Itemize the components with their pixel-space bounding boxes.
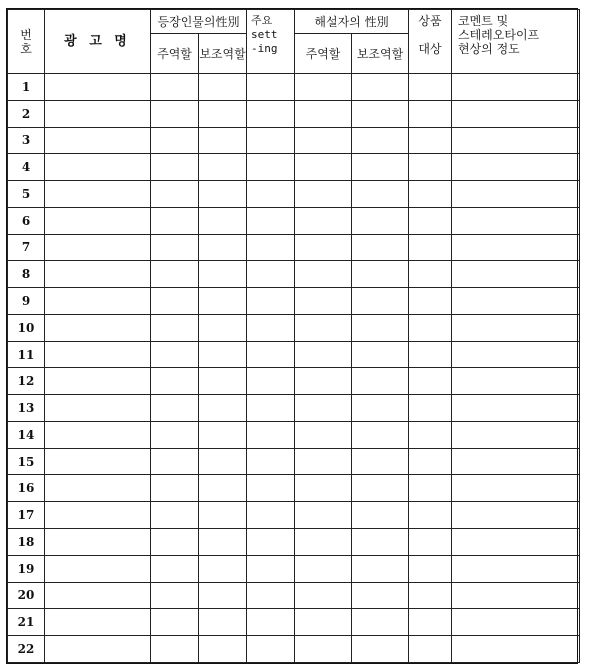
empty-cell[interactable]: [199, 207, 247, 234]
empty-cell[interactable]: [45, 421, 151, 448]
empty-cell[interactable]: [452, 421, 580, 448]
empty-cell[interactable]: [151, 181, 199, 208]
empty-cell[interactable]: [295, 74, 352, 101]
empty-cell[interactable]: [199, 582, 247, 609]
row-number: 10: [8, 314, 45, 341]
empty-cell[interactable]: [352, 181, 409, 208]
empty-cell[interactable]: [45, 582, 151, 609]
empty-cell[interactable]: [199, 529, 247, 556]
empty-cell[interactable]: [409, 555, 452, 582]
empty-cell[interactable]: [409, 609, 452, 636]
empty-cell[interactable]: [452, 448, 580, 475]
empty-cell[interactable]: [452, 288, 580, 315]
empty-cell[interactable]: [45, 261, 151, 288]
empty-cell[interactable]: [295, 288, 352, 315]
empty-cell[interactable]: [409, 74, 452, 101]
empty-cell[interactable]: [409, 100, 452, 127]
empty-cell[interactable]: [352, 314, 409, 341]
header-narrator-main-role: 주역할: [295, 34, 352, 74]
row-number: 21: [8, 609, 45, 636]
empty-cell[interactable]: [45, 100, 151, 127]
empty-cell[interactable]: [452, 181, 580, 208]
empty-cell[interactable]: [409, 502, 452, 529]
header-comment-stereotype: 코멘트 및 스테레오타이프 현상의 정도: [452, 10, 580, 74]
table-row: [8, 502, 580, 529]
empty-cell[interactable]: [151, 529, 199, 556]
empty-cell[interactable]: [452, 475, 580, 502]
empty-cell[interactable]: [151, 421, 199, 448]
empty-cell[interactable]: [199, 421, 247, 448]
empty-cell[interactable]: [452, 502, 580, 529]
empty-cell[interactable]: [247, 74, 295, 101]
table-row: [8, 448, 580, 475]
table-row: [8, 127, 580, 154]
empty-cell[interactable]: [151, 314, 199, 341]
empty-cell[interactable]: [295, 582, 352, 609]
empty-cell[interactable]: [247, 448, 295, 475]
empty-cell[interactable]: [452, 636, 580, 663]
empty-cell[interactable]: [352, 288, 409, 315]
table-row: [8, 529, 580, 556]
empty-cell[interactable]: [45, 448, 151, 475]
row-number: 11: [8, 341, 45, 368]
empty-cell[interactable]: [151, 154, 199, 181]
empty-cell[interactable]: [199, 74, 247, 101]
empty-cell[interactable]: [151, 234, 199, 261]
empty-cell[interactable]: [295, 448, 352, 475]
empty-cell[interactable]: [452, 368, 580, 395]
empty-cell[interactable]: [151, 207, 199, 234]
empty-cell[interactable]: [247, 582, 295, 609]
empty-cell[interactable]: [295, 261, 352, 288]
row-number: 22: [8, 636, 45, 663]
empty-cell[interactable]: [45, 74, 151, 101]
empty-cell[interactable]: [247, 502, 295, 529]
empty-cell[interactable]: [45, 181, 151, 208]
empty-cell[interactable]: [409, 154, 452, 181]
empty-cell[interactable]: [151, 341, 199, 368]
empty-cell[interactable]: [352, 475, 409, 502]
row-number: 9: [8, 288, 45, 315]
empty-cell[interactable]: [352, 448, 409, 475]
empty-cell[interactable]: [352, 74, 409, 101]
empty-cell[interactable]: [352, 636, 409, 663]
empty-cell[interactable]: [45, 475, 151, 502]
empty-cell[interactable]: [295, 368, 352, 395]
empty-cell[interactable]: [409, 475, 452, 502]
table-row: [8, 288, 580, 315]
empty-cell[interactable]: [199, 314, 247, 341]
empty-cell[interactable]: [247, 100, 295, 127]
empty-cell[interactable]: [199, 288, 247, 315]
table-row: [8, 261, 580, 288]
table-row: [8, 207, 580, 234]
empty-cell[interactable]: [151, 582, 199, 609]
empty-cell[interactable]: [45, 368, 151, 395]
row-number: 5: [8, 181, 45, 208]
header-narrator-gender: 해설자의 性別: [295, 10, 409, 34]
header-character-supporting-role: 보조역할: [199, 34, 247, 74]
empty-cell[interactable]: [45, 314, 151, 341]
empty-cell[interactable]: [452, 529, 580, 556]
empty-cell[interactable]: [409, 368, 452, 395]
empty-cell[interactable]: [151, 609, 199, 636]
empty-cell[interactable]: [295, 181, 352, 208]
empty-cell[interactable]: [452, 609, 580, 636]
empty-cell[interactable]: [45, 154, 151, 181]
header-product-target: 상품 대상: [409, 10, 452, 74]
empty-cell[interactable]: [199, 181, 247, 208]
empty-cell[interactable]: [409, 181, 452, 208]
empty-cell[interactable]: [452, 234, 580, 261]
empty-cell[interactable]: [45, 341, 151, 368]
empty-cell[interactable]: [295, 502, 352, 529]
header-character-main-role: 주역할: [151, 34, 199, 74]
row-number: 1: [8, 74, 45, 101]
empty-cell[interactable]: [247, 636, 295, 663]
empty-cell[interactable]: [199, 127, 247, 154]
empty-cell[interactable]: [352, 609, 409, 636]
empty-cell[interactable]: [247, 395, 295, 422]
table-row: [8, 421, 580, 448]
empty-cell[interactable]: [45, 234, 151, 261]
row-number: 4: [8, 154, 45, 181]
empty-cell[interactable]: [199, 341, 247, 368]
empty-cell[interactable]: [247, 207, 295, 234]
empty-cell[interactable]: [352, 341, 409, 368]
empty-cell[interactable]: [452, 74, 580, 101]
empty-cell[interactable]: [295, 207, 352, 234]
empty-cell[interactable]: [409, 636, 452, 663]
table-row: [8, 314, 580, 341]
empty-cell[interactable]: [199, 261, 247, 288]
empty-cell[interactable]: [352, 502, 409, 529]
header-ad-name: 광 고 명: [45, 10, 151, 74]
empty-cell[interactable]: [199, 636, 247, 663]
empty-cell[interactable]: [247, 529, 295, 556]
empty-cell[interactable]: [352, 555, 409, 582]
empty-cell[interactable]: [352, 127, 409, 154]
empty-cell[interactable]: [45, 636, 151, 663]
empty-cell[interactable]: [295, 555, 352, 582]
row-number: 12: [8, 368, 45, 395]
empty-cell[interactable]: [352, 154, 409, 181]
empty-cell[interactable]: [199, 234, 247, 261]
empty-cell[interactable]: [45, 502, 151, 529]
row-number: 20: [8, 582, 45, 609]
coding-table: [7, 9, 580, 663]
empty-cell[interactable]: [352, 421, 409, 448]
empty-cell[interactable]: [151, 127, 199, 154]
empty-cell[interactable]: [199, 609, 247, 636]
empty-cell[interactable]: [409, 234, 452, 261]
empty-cell[interactable]: [45, 529, 151, 556]
empty-cell[interactable]: [199, 475, 247, 502]
table-row: [8, 181, 580, 208]
row-number: 15: [8, 448, 45, 475]
row-number: 16: [8, 475, 45, 502]
table-row: [8, 100, 580, 127]
table-row: [8, 234, 580, 261]
empty-cell[interactable]: [452, 207, 580, 234]
table-row: [8, 609, 580, 636]
empty-cell[interactable]: [247, 368, 295, 395]
empty-cell[interactable]: [295, 314, 352, 341]
header-character-gender: 등장인물의性別: [151, 10, 247, 34]
empty-cell[interactable]: [45, 207, 151, 234]
empty-cell[interactable]: [247, 314, 295, 341]
empty-cell[interactable]: [199, 448, 247, 475]
empty-cell[interactable]: [151, 261, 199, 288]
empty-cell[interactable]: [151, 502, 199, 529]
empty-cell[interactable]: [452, 341, 580, 368]
empty-cell[interactable]: [409, 529, 452, 556]
empty-cell[interactable]: [409, 207, 452, 234]
empty-cell[interactable]: [199, 154, 247, 181]
empty-cell[interactable]: [45, 395, 151, 422]
empty-cell[interactable]: [452, 127, 580, 154]
header-number: 번 호: [8, 10, 45, 74]
empty-cell[interactable]: [409, 314, 452, 341]
empty-cell[interactable]: [247, 261, 295, 288]
table-body: [8, 74, 580, 663]
empty-cell[interactable]: [151, 74, 199, 101]
empty-cell[interactable]: [199, 100, 247, 127]
table-row: [8, 582, 580, 609]
row-number: 8: [8, 261, 45, 288]
empty-cell[interactable]: [151, 100, 199, 127]
table-row: [8, 341, 580, 368]
header-narrator-supporting-role: 보조역할: [352, 34, 409, 74]
empty-cell[interactable]: [199, 502, 247, 529]
empty-cell[interactable]: [352, 368, 409, 395]
empty-cell[interactable]: [199, 395, 247, 422]
empty-cell[interactable]: [151, 448, 199, 475]
empty-cell[interactable]: [452, 100, 580, 127]
empty-cell[interactable]: [452, 314, 580, 341]
table-row: [8, 636, 580, 663]
empty-cell[interactable]: [452, 555, 580, 582]
empty-cell[interactable]: [247, 127, 295, 154]
row-number: 7: [8, 234, 45, 261]
table-row: [8, 475, 580, 502]
empty-cell[interactable]: [409, 395, 452, 422]
table-row: [8, 154, 580, 181]
empty-cell[interactable]: [295, 529, 352, 556]
table-row: [8, 74, 580, 101]
empty-cell[interactable]: [295, 234, 352, 261]
empty-cell[interactable]: [199, 368, 247, 395]
survey-form-table: [6, 8, 578, 664]
header-main-setting: 주요 sett -ing: [247, 10, 295, 74]
empty-cell[interactable]: [352, 261, 409, 288]
empty-cell[interactable]: [295, 475, 352, 502]
empty-cell[interactable]: [352, 529, 409, 556]
empty-cell[interactable]: [247, 609, 295, 636]
empty-cell[interactable]: [151, 475, 199, 502]
empty-cell[interactable]: [199, 555, 247, 582]
empty-cell[interactable]: [409, 261, 452, 288]
empty-cell[interactable]: [295, 636, 352, 663]
empty-cell[interactable]: [352, 234, 409, 261]
row-number: 19: [8, 555, 45, 582]
empty-cell[interactable]: [295, 341, 352, 368]
empty-cell[interactable]: [247, 181, 295, 208]
empty-cell[interactable]: [45, 609, 151, 636]
empty-cell[interactable]: [409, 288, 452, 315]
empty-cell[interactable]: [409, 341, 452, 368]
empty-cell[interactable]: [295, 127, 352, 154]
empty-cell[interactable]: [247, 421, 295, 448]
row-number: 13: [8, 395, 45, 422]
empty-cell[interactable]: [409, 127, 452, 154]
empty-cell[interactable]: [247, 555, 295, 582]
empty-cell[interactable]: [151, 555, 199, 582]
empty-cell[interactable]: [151, 368, 199, 395]
empty-cell[interactable]: [151, 636, 199, 663]
empty-cell[interactable]: [409, 448, 452, 475]
row-number: 14: [8, 421, 45, 448]
table-row: [8, 395, 580, 422]
empty-cell[interactable]: [151, 288, 199, 315]
table-row: [8, 368, 580, 395]
empty-cell[interactable]: [352, 395, 409, 422]
empty-cell[interactable]: [151, 395, 199, 422]
row-number: 2: [8, 100, 45, 127]
empty-cell[interactable]: [352, 100, 409, 127]
empty-cell[interactable]: [295, 421, 352, 448]
empty-cell[interactable]: [45, 127, 151, 154]
empty-cell[interactable]: [409, 582, 452, 609]
row-number: 17: [8, 502, 45, 529]
empty-cell[interactable]: [452, 582, 580, 609]
empty-cell[interactable]: [295, 609, 352, 636]
empty-cell[interactable]: [247, 234, 295, 261]
empty-cell[interactable]: [247, 288, 295, 315]
row-number: 18: [8, 529, 45, 556]
empty-cell[interactable]: [45, 288, 151, 315]
empty-cell[interactable]: [452, 154, 580, 181]
empty-cell[interactable]: [247, 154, 295, 181]
empty-cell[interactable]: [295, 100, 352, 127]
empty-cell[interactable]: [247, 475, 295, 502]
empty-cell[interactable]: [409, 421, 452, 448]
empty-cell[interactable]: [452, 261, 580, 288]
empty-cell[interactable]: [45, 555, 151, 582]
table-row: [8, 555, 580, 582]
row-number: 6: [8, 207, 45, 234]
empty-cell[interactable]: [295, 154, 352, 181]
empty-cell[interactable]: [247, 341, 295, 368]
empty-cell[interactable]: [295, 395, 352, 422]
empty-cell[interactable]: [352, 582, 409, 609]
empty-cell[interactable]: [452, 395, 580, 422]
row-number: 3: [8, 127, 45, 154]
empty-cell[interactable]: [352, 207, 409, 234]
